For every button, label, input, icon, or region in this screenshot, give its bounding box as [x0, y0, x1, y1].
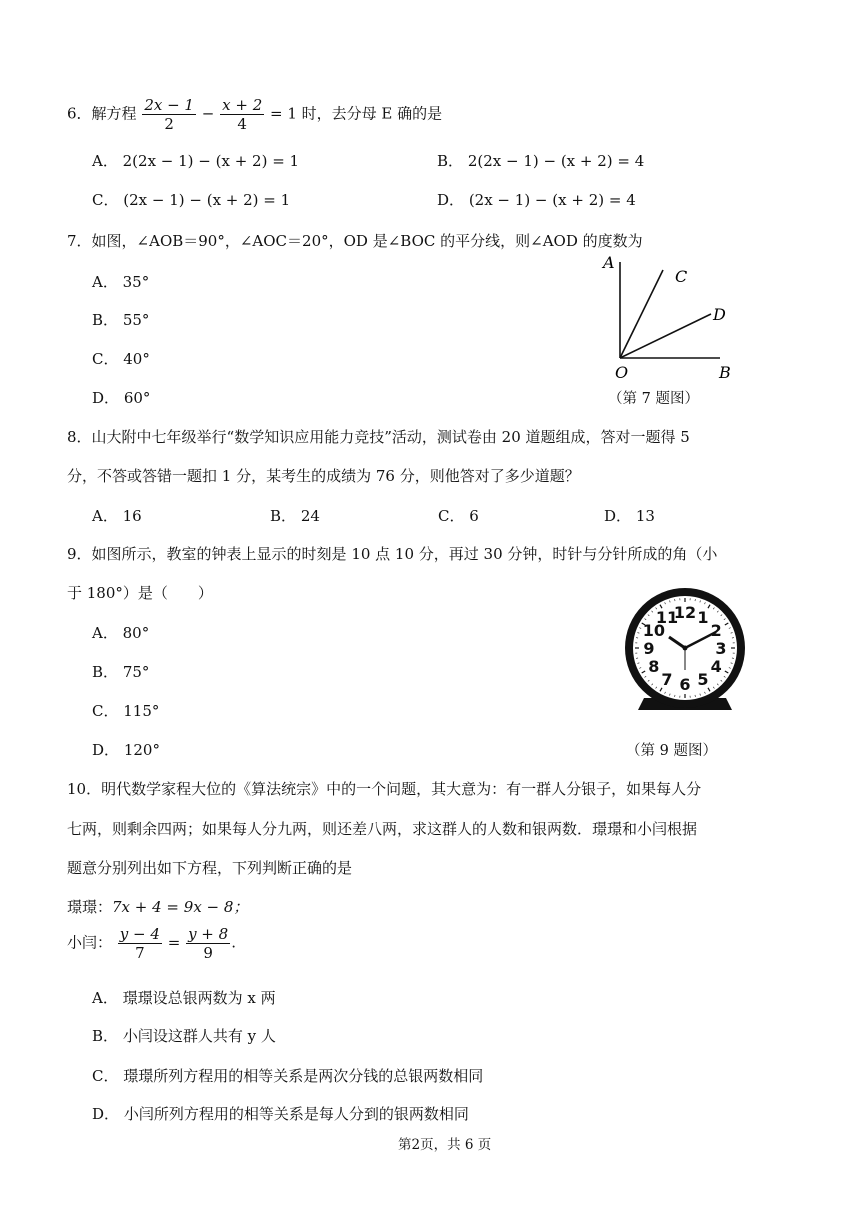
question-7-stem: 7．如图，∠AOB＝90°，∠AOC＝20°，OD 是∠BOC 的平分线，则∠AOD 的度数为	[67, 232, 643, 250]
option-text: 6	[469, 507, 479, 525]
option-label: B．	[92, 1027, 119, 1045]
option-text: 2(2x − 1) − (x + 2) = 4	[467, 152, 645, 170]
label-B: B	[719, 363, 731, 382]
q10-option-a[interactable]	[92, 987, 276, 1008]
xy-period: .	[231, 933, 236, 952]
option-text: 璟璟设总银两数为 x 两	[122, 989, 276, 1007]
option-text: 小闫设这群人共有 y 人	[122, 1027, 276, 1045]
q8-option-d[interactable]	[604, 505, 655, 526]
question-10-line-1: 10．明代数学家程大位的《算法统宗》中的一个问题，其大意为：有一群人分银子，如果每人分	[67, 780, 702, 798]
q10-option-d[interactable]	[92, 1103, 469, 1124]
option-text: 120°	[123, 741, 160, 759]
option-label: C．	[92, 1067, 119, 1085]
option-label: A．	[92, 273, 118, 291]
option-label: B．	[92, 663, 119, 681]
option-label: D．	[437, 191, 465, 209]
q6-option-d[interactable]	[437, 189, 636, 210]
clock-numeral: 6	[679, 675, 691, 694]
q6-fraction-2	[220, 96, 264, 133]
option-label: C．	[92, 350, 119, 368]
question-9-line-2: 于 180°）是（ ）	[67, 584, 213, 602]
q7-option-d[interactable]	[92, 387, 150, 408]
option-text: (2x − 1) − (x + 2) = 1	[123, 191, 291, 209]
clock-numeral: 10	[642, 621, 665, 640]
question-8-line-1: 8．山大附中七年级举行“数学知识应用能力竞技”活动，测试卷由 20 道题组成，答对一题得 5	[67, 428, 690, 446]
option-text: 璟璟所列方程用的相等关系是两次分钱的总银两数相同	[123, 1067, 484, 1085]
option-text: 75°	[122, 663, 150, 681]
xy-f1-numerator: y − 4	[119, 925, 160, 943]
q8-option-c[interactable]	[438, 505, 479, 526]
option-label: C．	[92, 191, 119, 209]
option-label: A．	[92, 624, 118, 642]
xy-f1-denominator: 7	[135, 944, 145, 962]
q7-option-b[interactable]	[92, 309, 149, 330]
option-label: A．	[92, 507, 118, 525]
clock-numeral: 8	[648, 657, 660, 676]
q9-option-a[interactable]	[92, 622, 149, 643]
q7-option-c[interactable]	[92, 348, 150, 369]
option-text: 16	[122, 507, 142, 525]
question-9-line-1: 9．如图所示，教室的钟表上显示的时刻是 10 点 10 分，再过 30 分钟，时针与分针所成的角（小	[67, 545, 718, 563]
xy-fraction-1	[118, 925, 162, 962]
option-label: D．	[92, 741, 120, 759]
clock-numeral: 12	[673, 603, 697, 622]
clock-numeral: 3	[715, 639, 727, 658]
ray-OC	[620, 270, 663, 358]
q6-f2-denominator: 4	[237, 115, 247, 133]
option-label: B．	[92, 311, 119, 329]
option-text: 2(2x − 1) − (x + 2) = 1	[122, 152, 300, 170]
option-text: 35°	[122, 273, 150, 291]
option-text: 115°	[123, 702, 160, 720]
question-10-line-3: 题意分别列出如下方程，下列判断正确的是	[67, 859, 353, 877]
jingjing-label: 璟璟：	[67, 898, 113, 916]
option-text: 55°	[122, 311, 150, 329]
clock-numeral: 11	[655, 607, 679, 627]
jingjing-eq: 7x + 4 = 9x − 8；	[112, 898, 249, 916]
option-label: D．	[92, 389, 120, 407]
option-label: A．	[92, 152, 118, 170]
q8-option-a[interactable]	[92, 505, 142, 526]
q6-minus: −	[201, 104, 215, 123]
option-label: C．	[438, 507, 465, 525]
option-text: (2x − 1) − (x + 2) = 4	[468, 191, 636, 209]
label-O: O	[615, 363, 629, 382]
q6-f1-denominator: 2	[164, 115, 174, 133]
label-A: A	[603, 253, 615, 272]
question-10-line-2: 七两，则剩余四两；如果每人分九两，则还差八两，求这群人的人数和银两数．璟璟和小闫根据	[67, 820, 698, 838]
xy-f2-numerator: y + 8	[188, 925, 229, 943]
option-label: D．	[604, 507, 632, 525]
clock-numeral: 7	[661, 670, 673, 690]
option-text: 24	[300, 507, 320, 525]
q6-prefix: 6．解方程	[67, 104, 137, 123]
xy-f2-denominator: 9	[203, 944, 213, 962]
q7-angle-figure	[595, 250, 745, 390]
question-8-line-2: 分，不答或答错一题扣 1 分，某考生的成绩为 76 分，则他答对了多少道题？	[67, 467, 580, 485]
option-label: D．	[92, 1105, 120, 1123]
xiaoyan-equation	[67, 925, 236, 962]
q6-fraction-1	[142, 96, 196, 133]
option-label: B．	[437, 152, 464, 170]
label-C: C	[675, 267, 688, 286]
ray-OD	[620, 314, 711, 358]
question-6-stem	[67, 96, 442, 133]
q10-option-c[interactable]	[92, 1065, 483, 1086]
page-footer: 第2页，共 6 页	[398, 1137, 492, 1153]
option-text: 小闫所列方程用的相等关系是每人分到的银两数相同	[123, 1105, 469, 1123]
clock-numeral: 5	[697, 670, 709, 690]
q6-option-b[interactable]	[437, 150, 644, 171]
q7-figure-caption: （第 7 题图）	[608, 391, 699, 407]
q7-option-a[interactable]	[92, 271, 149, 292]
q6-f2-numerator: x + 2	[222, 96, 263, 114]
q9-option-d[interactable]	[92, 739, 160, 760]
option-label: B．	[270, 507, 297, 525]
q6-option-a[interactable]	[92, 150, 299, 171]
option-text: 80°	[122, 624, 150, 642]
q6-option-c[interactable]	[92, 189, 290, 210]
option-label: A．	[92, 989, 118, 1007]
label-D: D	[713, 305, 726, 324]
q9-option-c[interactable]	[92, 700, 159, 721]
xy-fraction-2	[186, 925, 230, 962]
clock-figure	[618, 588, 752, 714]
clock-numeral: 2	[710, 621, 722, 640]
clock-numeral: 1	[697, 607, 709, 627]
q9-figure-caption: （第 9 题图）	[626, 743, 717, 759]
xiaoyan-label: 小闫：	[67, 933, 113, 952]
q10-option-b[interactable]	[92, 1025, 276, 1046]
xy-equals: =	[167, 933, 181, 952]
clock-numeral: 4	[710, 657, 722, 676]
q9-option-b[interactable]	[92, 661, 149, 682]
clock-center	[683, 646, 688, 651]
jingjing-equation	[67, 896, 248, 917]
q8-option-b[interactable]	[270, 505, 320, 526]
option-label: C．	[92, 702, 119, 720]
option-text: 60°	[123, 389, 151, 407]
q6-f1-numerator: 2x − 1	[144, 96, 194, 114]
option-text: 40°	[123, 350, 150, 368]
clock-numeral: 9	[643, 639, 655, 658]
option-text: 13	[635, 507, 655, 525]
q6-tail: = 1 时，去分母 E 确的是	[270, 104, 443, 123]
